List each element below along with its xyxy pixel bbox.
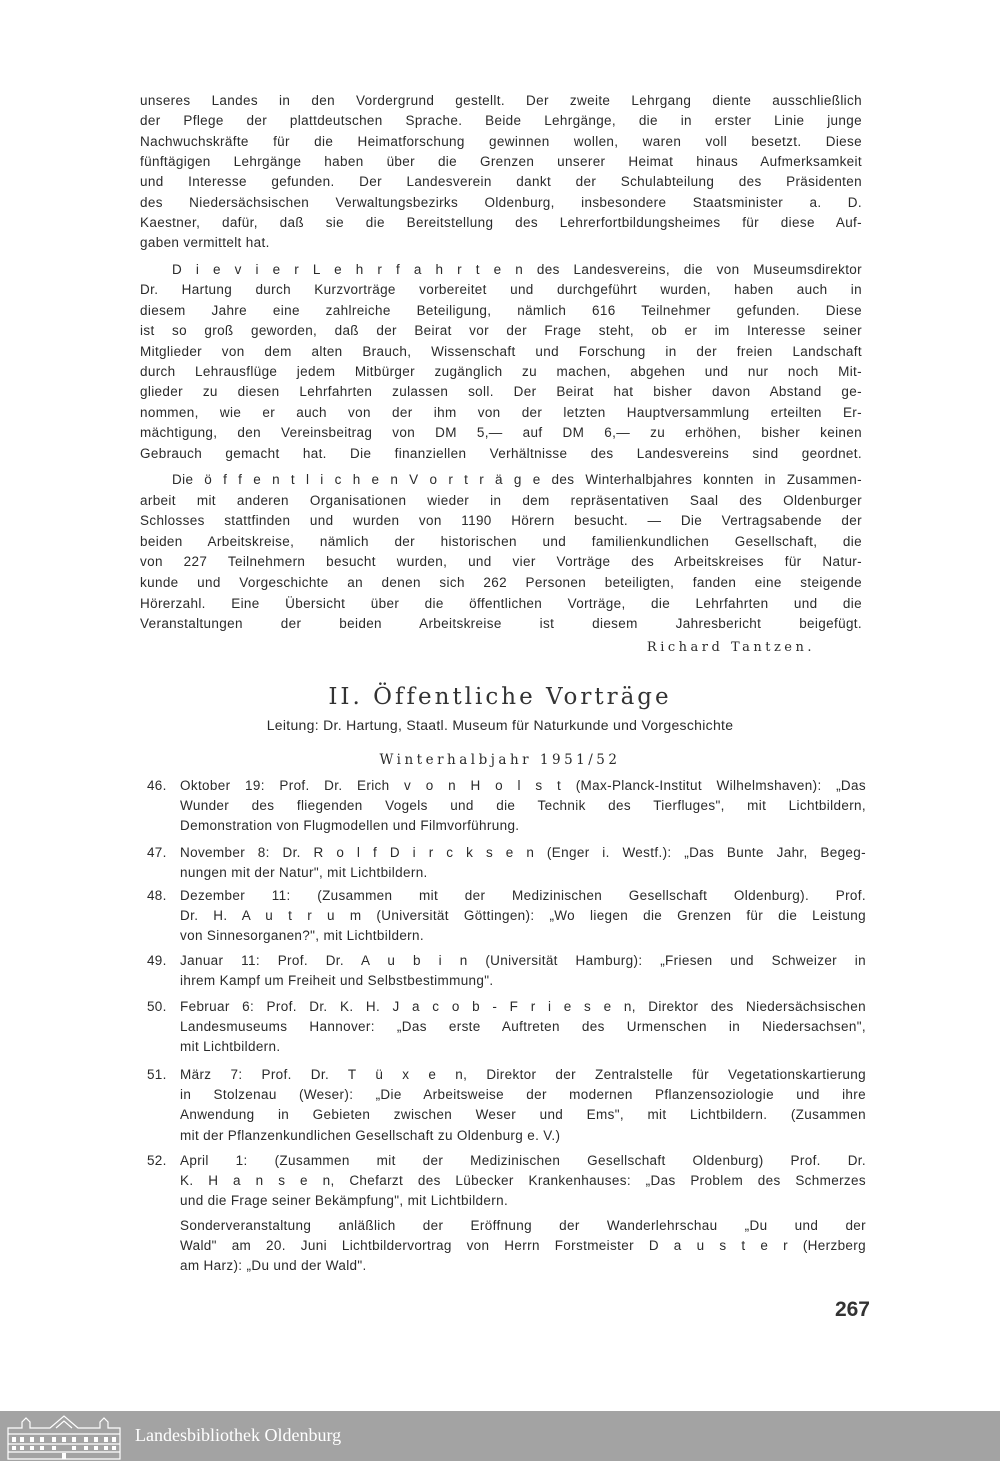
paragraph-line: und Interesse gefunden. Der Landesverein dankt der Schulabteilung des Präsidenten (140, 174, 862, 190)
lecture-line: Wunder des fliegenden Vogels und die Technik des Tierfluges", mit Lichtbildern, (180, 798, 866, 814)
paragraph-line: Veranstaltungen der beiden Arbeitskreise ist diesem Jahresbericht beigefügt. (140, 616, 862, 632)
paragraph-line: Die ö f f e n t l i c h e n V o r t r ä g e des Winterhalbjahres konnten in Zusammen- (172, 472, 862, 487)
paragraph-line: unseres Landes in den Vordergrund gestellt. Der zweite Lehrgang diente ausschließlich (140, 93, 862, 108)
lecture-number: 47. (147, 845, 167, 860)
lecture-line: am Harz): „Du und der Wald". (180, 1258, 367, 1274)
signature: Richard Tantzen. (646, 640, 815, 655)
lecture-number: 50. (147, 999, 167, 1014)
lecture-line: mit der Pflanzenkundlichen Gesellschaft zu Oldenburg e. V.) (180, 1127, 561, 1143)
paragraph-line: nommen, wie er auch von der ihm von der letzten Hauptversammlung erteilten Er- (140, 404, 862, 420)
paragraph-line: beiden Arbeitskreise, nämlich der historischen und familienkundlichen Gesellschaft, die (140, 533, 862, 549)
paragraph-line: D i e v i e r L e h r f a h r t e n des Landesvereins, die von Museumsdirektor (172, 262, 862, 277)
lecture-line: April 1: (Zusammen mit der Medizinischen Gesellschaft Oldenburg) Prof. Dr. (180, 1153, 866, 1168)
paragraph-line: gaben vermittelt hat. (140, 235, 270, 251)
paragraph-line: Gebrauch gemacht hat. Die finanziellen Verhältnisse des Landesvereins sind geordnet. (140, 445, 862, 461)
library-building-logo-icon (6, 1414, 122, 1460)
page-number: 267 (834, 1298, 870, 1321)
lecture-line: Anwendung in Gebieten zwischen Weser und Ems", mit Lichtbildern. (Zusammen (180, 1107, 866, 1123)
lecture-line: ihrem Kampf um Freiheit und Selbstbestimmung". (180, 973, 494, 989)
paragraph-line: von 227 Teilnehmern besucht wurden, und vier Vorträge des Arbeitskreises für Natur- (140, 554, 862, 570)
lecture-line: Wald" am 20. Juni Lichtbildervortrag von Herrn Forstmeister D a u s t e r (Herzberg (180, 1238, 866, 1254)
section-subtitle: Leitung: Dr. Hartung, Staatl. Museum für Naturkunde und Vorgeschichte (266, 717, 734, 733)
lecture-number: 49. (147, 953, 167, 968)
paragraph-line: diesem Jahre eine zahlreiche Beteiligung, nämlich 616 Teilnehmer gefunden. Diese (140, 302, 862, 318)
lecture-line: Dr. H. A u t r u m (Universität Göttingen): „Wo liegen die Grenzen für die Leistung (180, 908, 866, 924)
paragraph-line: mächtigung, den Vereinsbeitrag von DM 5,— auf DM 6,— zu erhöhen, bisher keinen (140, 425, 862, 441)
lecture-line: in Stolzenau (Weser): „Die Arbeitsweise der modernen Pflanzensoziologie und ihre (180, 1087, 866, 1103)
paragraph-line: Dr. Hartung durch Kurzvorträge vorbereitet und durchgeführt wurden, haben auch in (140, 282, 862, 298)
paragraph-line: kunde und Vorgeschichte an denen sich 262 Personen beteiligten, fanden eine steigende (140, 575, 862, 590)
paragraph-line: Schlosses stattfinden und wurden von 1190 Hörern besucht. — Die Vertragsabende der (140, 513, 862, 529)
paragraph-line: glieder zu diesen Lehrfahrten zulassen soll. Der Beirat hat bisher davon Abstand ge- (140, 384, 862, 400)
lecture-number: 48. (147, 888, 167, 903)
lecture-line: März 7: Prof. Dr. T ü x e n, Direktor der Zentralstelle für Vegetationskartierung (180, 1067, 866, 1082)
paragraph-line: des Niedersächsischen Verwaltungsbezirks Oldenburg, insbesondere Staatsminister a. D. (140, 194, 862, 210)
paragraph-line: ist so groß geworden, daß der Beirat vor der Frage steht, ob er im Interesse seiner (140, 323, 862, 339)
paragraph-line: Hörerzahl. Eine Übersicht über die öffentlichen Vorträge, die Lehrfahrten und die (140, 595, 862, 611)
lecture-line: K. H a n s e n, Chefarzt des Lübecker Krankenhauses: „Das Problem des Schmerzes (180, 1173, 866, 1189)
paragraph-line: Kaestner, dafür, daß sie die Bereitstellung des Lehrerfortbildungsheimes für diese Auf- (140, 214, 862, 230)
section-heading: II. Öffentliche Vorträge (328, 684, 672, 710)
lecture-line: Sonderveranstaltung anläßlich der Eröffnung der Wanderlehrschau „Du und der (180, 1218, 866, 1233)
lecture-number: 46. (147, 778, 167, 793)
lecture-number: 52. (147, 1153, 167, 1168)
paragraph-line: Mitglieder von dem alten Brauch, Wissenschaft und Forschung in der freien Landschaft (140, 343, 862, 359)
library-footer-bar (0, 1411, 1000, 1461)
semester-title: Winterhalbjahr 1951/52 (379, 752, 621, 768)
lecture-number: 51. (147, 1067, 167, 1082)
paragraph-line: der Pflege der plattdeutschen Sprache. Beide Lehrgänge, die in erster Linie junge (140, 113, 862, 129)
paragraph-line: Nachwuchskräfte für die Heimatforschung gewinnen wollen, waren voll besetzt. Diese (140, 133, 862, 149)
lecture-line: November 8: Dr. R o l f D i r c k s e n (Enger i. Westf.): „Das Bunte Jahr, Begeg- (180, 845, 866, 860)
lecture-line: Februar 6: Prof. Dr. K. H. J a c o b - F r i e s e n, Direktor des Niedersächsischen (180, 999, 866, 1014)
paragraph-line: durch Lehrausflüge jedem Mitbürger zugänglich zu machen, abgehen und nur noch Mit- (140, 364, 862, 379)
lecture-line: Dezember 11: (Zusammen mit der Medizinischen Gesellschaft Oldenburg). Prof. (180, 888, 866, 903)
lecture-line: von Sinnesorganen?", mit Lichtbildern. (180, 928, 424, 944)
lecture-line: Demonstration von Flugmodellen und Filmvorführung. (180, 818, 520, 834)
lecture-line: und die Frage seiner Bekämpfung", mit Lichtbildern. (180, 1193, 509, 1209)
lecture-line: mit Lichtbildern. (180, 1039, 281, 1055)
lecture-line: Januar 11: Prof. Dr. A u b i n (Universität Hamburg): „Friesen und Schweizer in (180, 953, 866, 968)
lecture-line: nungen mit der Natur", mit Lichtbildern. (180, 865, 428, 881)
paragraph-line: fünftägigen Lehrgänge haben über die Grenzen unserer Heimat hinaus Aufmerksamkeit (140, 153, 862, 169)
paragraph-line: arbeit mit anderen Organisationen wieder in dem repräsentativen Saal des Oldenburger (140, 492, 862, 508)
lecture-line: Landesmuseums Hannover: „Das erste Auftreten des Urmenschen in Niedersachsen", (180, 1019, 866, 1035)
lecture-line: Oktober 19: Prof. Dr. Erich v o n H o l s t (Max-Planck-Institut Wilhelmshaven): „Das (180, 778, 866, 793)
library-name: Landesbibliothek Oldenburg (135, 1425, 342, 1445)
